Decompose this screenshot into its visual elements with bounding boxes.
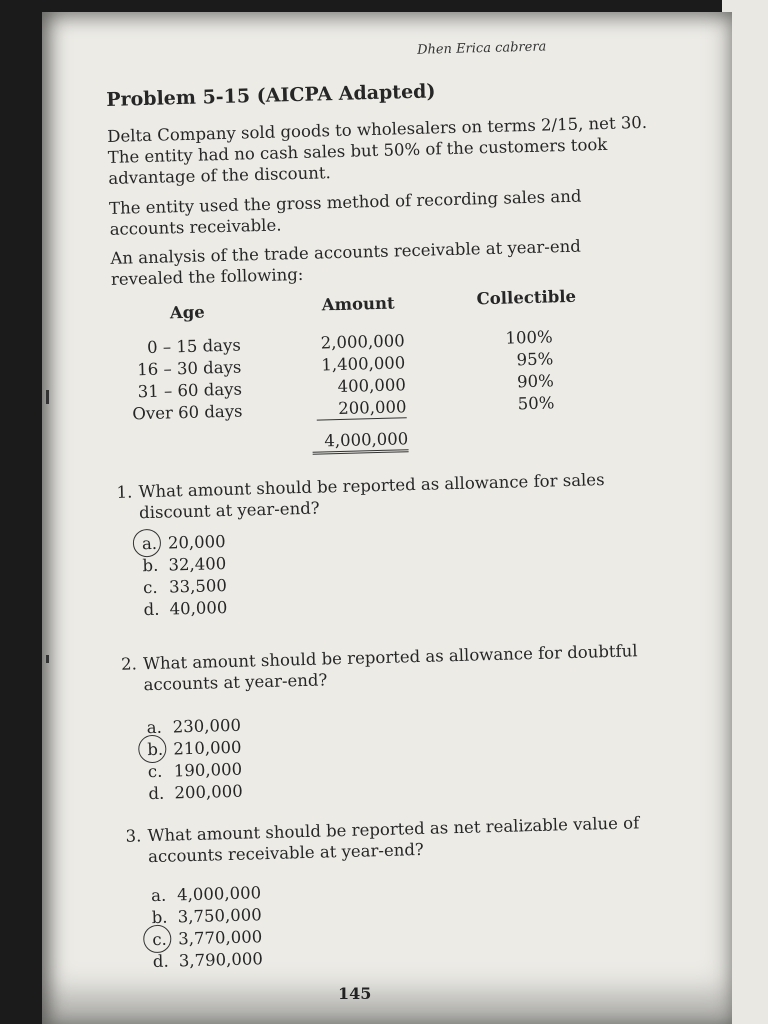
age-cell: 0 – 15 days <box>146 335 242 357</box>
option-letter: d. <box>143 599 160 620</box>
option-value: 200,000 <box>174 781 243 803</box>
collectible-cell: 100% <box>505 327 553 348</box>
age-cell: Over 60 days <box>132 401 243 424</box>
paragraph-intro: Delta Company sold goods to wholesalers on terms 2/15, net 30. The entity had no cash sales but 50% of the customers took advantage of the discount. <box>107 112 648 188</box>
option-value: 3,770,000 <box>178 927 263 949</box>
option-value: 210,000 <box>173 737 242 759</box>
handwritten-circle-mark <box>133 529 162 558</box>
option-value: 20,000 <box>167 532 226 553</box>
option-value: 190,000 <box>173 759 243 781</box>
option-value: 230,000 <box>172 715 242 737</box>
option-letter: a. <box>150 885 167 906</box>
option-letter: a. <box>142 533 169 555</box>
option-value: 3,750,000 <box>177 905 262 927</box>
problem-title: Problem 5-15 (AICPA Adapted) <box>106 80 436 111</box>
option-value: 32,400 <box>168 554 227 575</box>
option-value: 4,000,000 <box>176 883 262 905</box>
question-text: What amount should be reported as net realizable value of accounts receivable at year-end? <box>147 813 640 867</box>
header-amount: Amount <box>321 293 395 315</box>
collectible-cell: 90% <box>516 371 555 392</box>
question-text: What amount should be reported as allowance for sales discount at year-end? <box>138 470 605 523</box>
question-number: 3. <box>125 826 142 846</box>
question-text: What amount should be reported as allowance for doubtful accounts at year-end? <box>142 641 638 695</box>
option-letter: d. <box>148 783 165 804</box>
header-age: Age <box>169 302 205 323</box>
age-cell: 31 – 60 days <box>137 379 243 402</box>
margin-mark <box>46 390 49 404</box>
amount-cell: 200,000 <box>316 396 407 420</box>
question-number: 1. <box>116 482 133 502</box>
option-b[interactable] <box>142 553 226 576</box>
handwritten-circle-mark <box>143 925 172 954</box>
option-a[interactable] <box>146 715 241 738</box>
option-c[interactable] <box>143 575 227 598</box>
option-c[interactable] <box>148 759 243 782</box>
option-a[interactable] <box>142 531 226 554</box>
option-letter: c. <box>147 761 163 782</box>
handwritten-signature: Dhen Erica cabrera <box>416 39 547 58</box>
paragraph-method: The entity used the gross method of recording sales and accounts receivable. <box>108 186 582 239</box>
option-letter: d. <box>152 951 169 972</box>
amount-cell: 1,400,000 <box>321 353 406 375</box>
margin-mark <box>46 655 49 663</box>
page-number: 145 <box>338 984 372 1003</box>
question-number: 2. <box>120 654 138 674</box>
option-value: 40,000 <box>169 597 228 619</box>
option-letter: b. <box>147 738 174 760</box>
option-d[interactable] <box>153 948 263 972</box>
option-c[interactable] <box>152 926 262 950</box>
option-d[interactable] <box>148 781 243 804</box>
option-value: 3,790,000 <box>178 949 264 971</box>
option-value: 33,500 <box>168 575 228 597</box>
handwritten-circle-mark <box>138 735 167 764</box>
option-letter: b. <box>142 555 159 576</box>
option-letter: c. <box>152 928 179 950</box>
collectible-cell: 50% <box>517 393 555 414</box>
option-b[interactable] <box>151 904 261 928</box>
option-a[interactable] <box>151 882 261 906</box>
option-letter: b. <box>151 907 168 928</box>
amount-cell: 400,000 <box>337 375 407 397</box>
option-d[interactable] <box>143 597 227 620</box>
header-collectible: Collectible <box>476 286 577 309</box>
option-b[interactable] <box>147 737 242 760</box>
age-cell: 16 – 30 days <box>136 357 242 380</box>
collectible-cell: 95% <box>516 349 554 370</box>
option-letter: c. <box>142 577 158 598</box>
amount-cell: 2,000,000 <box>320 331 405 353</box>
amount-total: 4,000,000 <box>312 428 409 455</box>
option-letter: a. <box>146 717 163 738</box>
paragraph-analysis: An analysis of the trade accounts receivable at year-end revealed the following: <box>110 236 582 289</box>
